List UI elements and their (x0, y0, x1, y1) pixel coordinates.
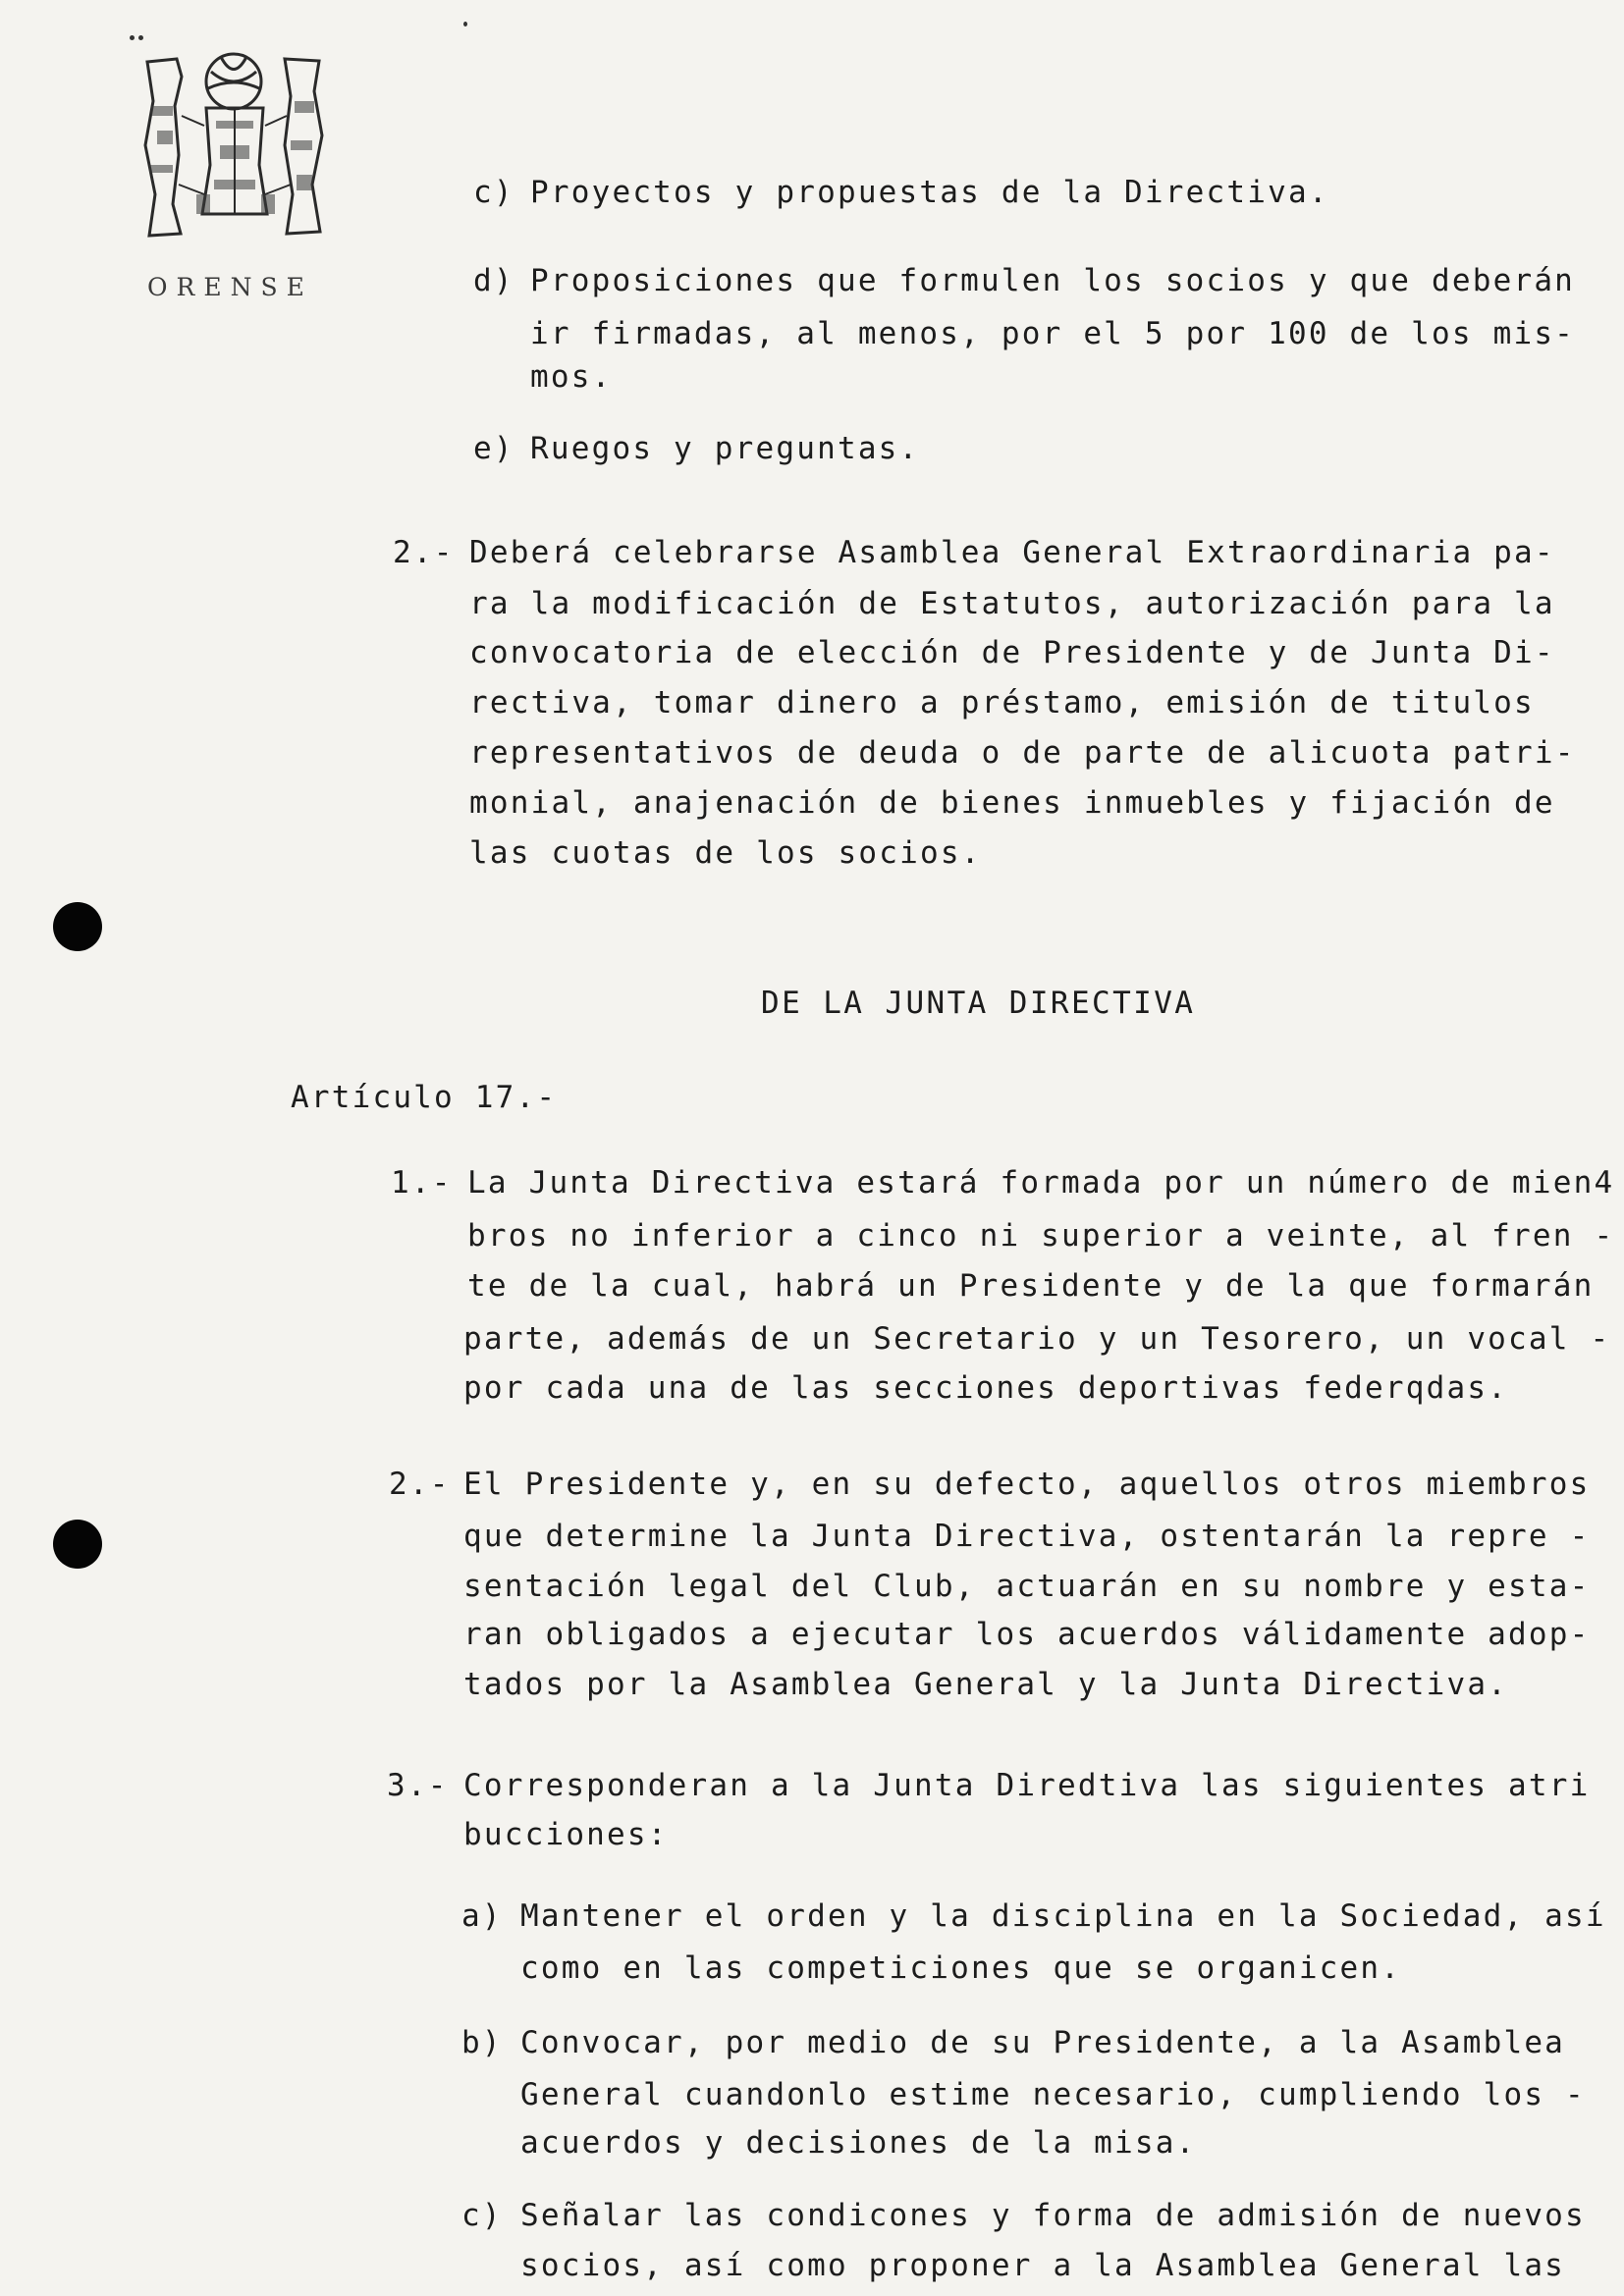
text-line: como en las competiciones que se organicen. (520, 1950, 1402, 1986)
text-line: ir firmadas, al menos, por el 5 por 100 de los mis- (530, 316, 1576, 351)
text-line: representativos de deuda o de parte de alicuota patri- (469, 735, 1576, 771)
paragraph-number: 2.- (389, 1467, 451, 1502)
speck (463, 22, 467, 27)
text-line: Señalar las condicones y forma de admisión de nuevos (520, 2198, 1586, 2233)
logo-caption: ORENSE (147, 273, 313, 301)
text-line: General cuandonlo estime necesario, cumpliendo los - (520, 2077, 1586, 2112)
text-line: ran obligados a ejecutar los acuerdos válidamente adop- (463, 1617, 1591, 1652)
club-logo (137, 47, 334, 302)
text-line: El Presidente y, en su defecto, aquellos otros miembros (463, 1467, 1591, 1502)
list-label: e) (473, 431, 514, 466)
text-line: convocatoria de elección de Presidente y de Junta Di- (469, 635, 1555, 670)
text-line: Convocar, por medio de su Presidente, a la Asamblea (520, 2025, 1566, 2060)
text-line: las cuotas de los socios. (469, 835, 982, 871)
list-label: c) (461, 2198, 503, 2233)
text-line: bucciones: (463, 1817, 669, 1852)
text-line: parte, además de un Secretario y un Tesorero, un vocal - (463, 1321, 1611, 1357)
text-line: te de la cual, habrá un Presidente y de la que formarán (467, 1268, 1595, 1304)
text-line: Proposiciones que formulen los socios y que deberán (530, 263, 1576, 298)
text-line: bros no inferior a cinco ni superior a veinte, al fren - (467, 1218, 1615, 1254)
text-line: socios, así como proponer a la Asamblea General las (520, 2248, 1566, 2283)
text-line: ra la modificación de Estatutos, autorización para la (469, 586, 1555, 621)
text-line: Ruegos y preguntas. (530, 431, 920, 466)
paragraph-number: 2.- (393, 535, 455, 570)
punch-hole-bottom (53, 1520, 102, 1569)
article-title: Artículo 17.- (291, 1080, 558, 1115)
text-line: monial, anajenación de bienes inmuebles y fijación de (469, 785, 1555, 821)
text-line: Proyectos y propuestas de la Directiva. (530, 175, 1329, 210)
punch-hole-top (53, 902, 102, 951)
paragraph-number: 1.- (391, 1165, 453, 1201)
speck (130, 35, 135, 40)
text-line: acuerdos y decisiones de la misa. (520, 2125, 1197, 2161)
text-line: Corresponderan a la Junta Diredtiva las siguientes atri (463, 1768, 1591, 1803)
text-line: Deberá celebrarse Asamblea General Extraordinaria pa- (469, 535, 1555, 570)
list-label: b) (461, 2025, 503, 2060)
text-line: mos. (530, 359, 613, 395)
text-line: que determine la Junta Directiva, ostentarán la repre - (463, 1519, 1591, 1554)
text-line: sentación legal del Club, actuarán en su nombre y esta- (463, 1569, 1591, 1604)
text-line: tados por la Asamblea General y la Junta Directiva. (463, 1667, 1509, 1702)
list-label: d) (473, 263, 514, 298)
paragraph-number: 3.- (387, 1768, 449, 1803)
list-label: a) (461, 1898, 503, 1934)
speck (138, 35, 143, 40)
text-line: Mantener el orden y la disciplina en la Sociedad, así (520, 1898, 1606, 1934)
section-heading: DE LA JUNTA DIRECTIVA (761, 986, 1196, 1021)
text-line: rectiva, tomar dinero a préstamo, emisión de titulos (469, 685, 1535, 721)
text-line: La Junta Directiva estará formada por un número de mien4 (467, 1165, 1615, 1201)
crest-icon (137, 47, 334, 243)
text-line: por cada una de las secciones deportivas federqdas. (463, 1370, 1509, 1406)
list-label: c) (473, 175, 514, 210)
